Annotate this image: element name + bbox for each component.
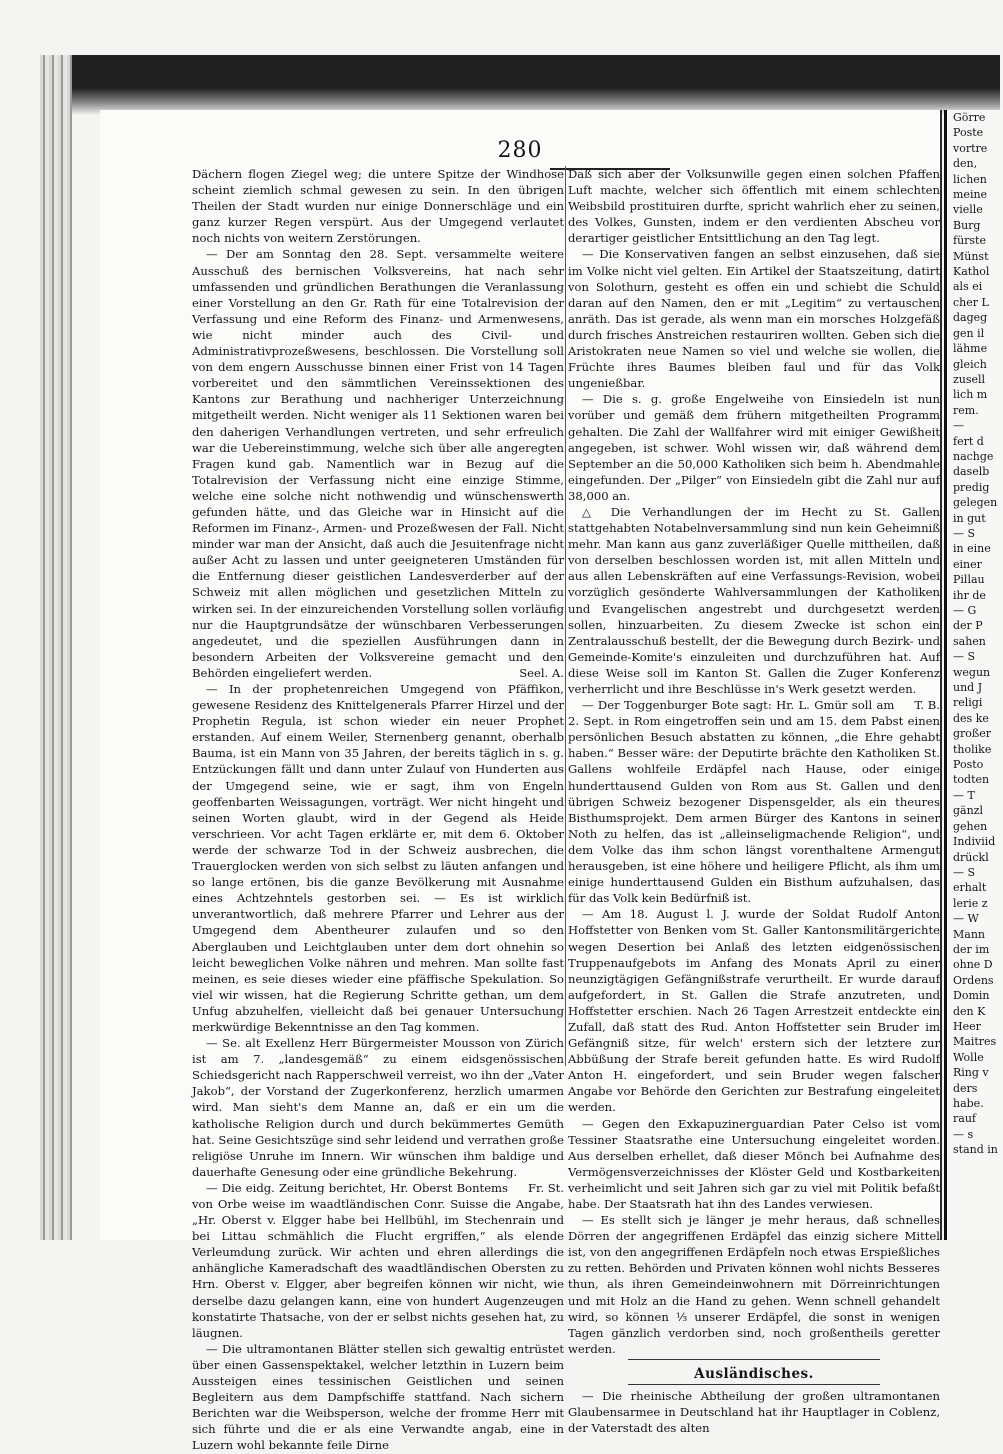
adjacent-page-fragment: — s [953,1127,974,1141]
adjacent-page-fragment: Maitres [953,1035,997,1049]
adjacent-page-fragment: Indiviid [953,835,996,849]
adjacent-page-fragment: den K [953,1004,986,1018]
paragraph-text: — Gegen den Exkapuzinerguardian Pater Celso ist vom Tessiner Staatsrathe eine Untersuchung eingeleitet worden. Aus derselben erhellet, daß dieser Mönch bei Aufnahme des Vermögensverzeichnisses der Klöster Geld und Kostbarkeiten verheimlicht und seit Jahren sich gar zu viel mit Politik befaßt habe. Der Staatsrath hat ihn des Landes verwiesen. [568,1116,940,1211]
adjacent-page-fragment: — G [953,604,977,617]
adjacent-page-fragment: religi [953,696,983,710]
adjacent-page-fragment: sahen [953,634,986,648]
author-signature: Seel. A. [519,665,564,680]
article-paragraph [192,1035,564,1195]
left-column [192,166,564,1453]
page-number: 280 [497,138,543,163]
adjacent-page-fragment: als ei [953,280,983,294]
article-paragraph [568,504,940,713]
paragraph-text: — Der Toggenburger Bote sagt: Hr. L. Gmür soll am 2. Sept. in Rom eingetroffen sein und am 15. dem Pabst einen persönlichen Besuch abstatten zu können, „die Ehre gehabt haben.“ Besser wäre: der Deputirte brächte den Katholiken St. Gallens wohlfeile Erdäpfel nach Hause, oder einige hunderttausend Gulden von Rom aus St. Gallen und den übrigen Schweiz bezogener Dispensgelder, als ein theures Bisthumsprojekt. Dem armen Bürger des Kantons in seiner Noth zu helfen, das ist „alleinseligmachende Religion“, und dem Volke das ihm schon längst vorenthaltene Armengut herausgeben, ist eine höhere und heiligere Pflicht, als ihm um einige hunderttausend Gulden ein Bisthum aufzuhalsen, das für das Volk kein Bedürfniß ist. [568,698,940,906]
paragraph-text: — Die s. g. große Engelweihe von Einsiedeln ist nun vorüber und gemäß dem frühern mitgetheilten Programm gehalten. Die Zahl der Wallfahrer wird mit einiger Gewißheit angegeben, ist schwer. Wohl wissen wir, daß während dem September an die 50,000 Katholiken sich beim h. Abendmahle eingefunden. Der „Pilger“ von Einsiedeln gibt die Zahl nur auf 38,000 an. [568,392,940,503]
adjacent-page-fragment: Ordens [953,973,994,987]
adjacent-page-fragment: tholike [953,742,992,756]
adjacent-page-fragment: dageg [953,311,988,325]
adjacent-page-fragment: fürste [953,234,986,248]
paragraph-text: — Der am Sonntag den 28. Sept. versammelte weitere Ausschuß des bernischen Volksvereins, hat nach sehr umfassenden und gründlichen Berathungen die Veranlassung einer Vorstellung an den Gr. Rath für eine Totalrevision der Verfassung und eine Reform des Finanz- und Armenwesens, wie nicht minder auch des Civil- und Administrativprozeßwesens, beschlossen. Die Vorstellung soll von dem engern Ausschusse binnen einer Frist von 14 Tagen vorbereitet und den sämmtlichen Vereinssektionen des Kantons zur Berathung und nachheriger Unterzeichnung mitgetheilt werden. Nicht weniger als 11 Sektionen waren bei den daherigen Verhandlungen vertreten, und sehr erfreulich war die Uebereinstimmung, welche sich über alle angeregten Fragen kund gab. Namentlich war in Bezug auf die Totalrevision der Verfassung nicht eine einzige Stimme, welche eine solche nicht nothwendig und wünschenswerth gefunden hätte, und das Gleiche war in Hinsicht auf die Reformen im Finanz-, Armen- und Prozeßwesen der Fall. Nicht minder war man der Ansicht, daß auch die Jesuitenfrage nicht außer Acht zu lassen und unter geeigneteren Umständen für die Entfernung dieser geistlichen Landesverderber auf der Schweiz mit allen möglichen und gesetzlichen Mitteln zu wirken sei. In der einzureichenden Vorstellung sollen vorläufig nur die Hauptgrundsätze der wünschbaren Verbesserungen angedeutet, und die speziellen Ausführungen dann in besondern Arbeiten der Volksvereine gemacht und den Behörden eingeliefert werden. [192,247,564,680]
right-column [568,166,940,1436]
paragraph-text: — In der prophetenreichen Umgegend von Pfäffikon, gewesene Residenz des Knittelgenerals Pfarrer Hirzel und der Prophetin Regula, ist schon wieder ein neuer Prophet erstanden. Auf einem Weiler, Sternenberg genannt, oberhalb Bauma, ist ein Mann von 35 Jahren, der bereits täglich in s. g. Entzückungen fällt und dann unter Zulauf von Hunderten aus der Umgegend seine, wie er sagt, ihm von Engeln geoffenbarten Weissagungen, vorträgt. Wer nicht hingeht und seinen Worten glaubt, wird in der Gegend als Heide verschrieen. Vor acht Tagen erklärte er, mit dem 6. Oktober werde der schwarze Tod in der Schweiz ausbrechen, die Trauerglocken werden von sich selbst zu läuten anfangen und so lange ertönen, bis die ganze Bevölkerung mit Ausnahme eines Achtzehntels gestorben sei. — Es ist wirklich unverantwortlich, daß mehrere Pfarrer und Lehrer aus der Umgegend dem Abentheurer zulaufen und so den Aberglauben und Leichtglauben unter dem dort ohnehin so leicht beweglichen Volke nähren und mehren. Man sollte fast meinen, es seie dieses wieder eine pfäffische Spekulation. So viel wir wissen, hat die Regierung Schritte gethan, um dem Unfug abzuhelfen, vielleicht daß bei genauer Untersuchung merkwürdige Bekenntnisse an den Tag kommen. [192,682,564,1034]
scan-shadow-top [40,55,1000,115]
adjacent-page-fragment: einer [953,557,982,571]
adjacent-page-fragment: ihr de [953,588,986,602]
adjacent-page-fragment: todten [953,773,990,787]
article-paragraph [568,1212,940,1357]
paragraph-text: — Die rheinische Abtheilung der großen ultramontanen Glaubensarmee in Deutschland hat ihr Hauptlager in Coblenz, der Vaterstadt des alten [568,1389,940,1436]
adjacent-page-fragment: und J [953,681,983,695]
adjacent-page-fragment: lähme [953,342,988,356]
adjacent-page-fragment: Wolle [953,1050,984,1064]
adjacent-page-fragment: erhalt [953,881,987,895]
adjacent-page-fragment: — S [953,526,976,540]
author-signature: Fr. St. [528,1180,564,1195]
adjacent-page-fragment: habe. [953,1097,984,1110]
adjacent-page-fragment: lichen [953,172,987,186]
adjacent-page-fragment: in eine [953,542,991,556]
foreign-news-articles [568,1388,940,1436]
adjacent-page-fragment: den, [953,157,978,171]
adjacent-page-fragment: Pillau [953,573,985,587]
adjacent-page-fragment: Posto [953,758,984,772]
adjacent-page-fragment: — W [953,912,979,926]
article-paragraph [568,697,940,906]
paragraph-text: — Die eidg. Zeitung berichtet, Hr. Oberst Bontems von Orbe weise im waadtländischen Conr. Suisse die Angabe, „Hr. Oberst v. Elgger habe bei Hellbühl, im Stechenrain und bei Littau schmählich die Flucht ergriffen,“ als elende Verleumdung zurück. Wir achten und ehren allerdings die anhängliche Kameradschaft des waadtländischen Obersten zu Hrn. Oberst v. Elgger, aber begreifen können wir nicht, wie derselbe dazu gelangen kann, eine von hundert Augenzeugen konstatirte Thatsache, von der er selbst nichts gesehen hat, zu läugnen. [192,1180,564,1340]
adjacent-page-fragment: wegun [953,665,991,679]
adjacent-page-fragment: Heer [953,1019,981,1033]
section-heading: Ausländisches. [694,1365,814,1382]
adjacent-page-fragment: daselb [953,465,990,479]
adjacent-page-fragment: lich m [953,388,988,402]
section-rule-top [628,1359,880,1360]
paragraph-text: Daß sich aber der Volksunwille gegen einen solchen Pfaffen Luft machte, welcher sich öffentlich mit einem schlechten Weibsbild prostituiren durfte, spricht wahrlich eher zu seinen, des Volkes, Gunsten, indem er den verdienten Abscheu vor derartiger geistlicher Entsittlichung an den Tag legt. [568,167,940,246]
author-signature: T. B. [914,698,940,713]
adjacent-page-fragment: ohne D [953,958,993,972]
scan-page-stack-edge [40,55,72,1240]
adjacent-page-fragment: in gut [953,511,986,525]
adjacent-page-fragment: zusell [953,372,986,386]
adjacent-page-fragment: lerie z [953,896,988,910]
adjacent-page-fragment: der im [953,942,990,956]
adjacent-page-fragment: nachge [953,449,994,463]
article-paragraph [568,391,940,504]
adjacent-page-fragment: Münst [953,249,989,263]
adjacent-page-fragment: stand in [953,1143,998,1157]
article-paragraph [192,166,564,246]
adjacent-page-fragment: gänzl [953,804,983,818]
article-paragraph [192,1180,564,1341]
adjacent-page-fragment: fert d [953,434,984,448]
adjacent-page-fragment: Domin [953,989,990,1003]
adjacent-page-fragment: Poste [953,126,984,140]
article-paragraph [568,906,940,1115]
adjacent-page-fragment: ders [953,1081,978,1095]
adjacent-page-fragment: des ke [953,711,989,725]
adjacent-page-fragment: meine [953,188,988,202]
adjacent-page-fragment: gleich [953,357,987,371]
section-rule-bottom [628,1384,880,1385]
adjacent-page-fragment: Mann [953,927,985,941]
adjacent-page-edge [944,110,1003,1240]
article-paragraph [192,246,564,681]
adjacent-page-fragment: — S [953,865,976,879]
article-paragraph [568,246,940,391]
paragraph-text: — Am 18. August l. J. wurde der Soldat Rudolf Anton Hoffstetter von Benken vom St. Galler Kantonsmilitärgerichte wegen Desertion bei Anlaß des letzten eidgenössischen Truppenaufgebots im Anfang des Monats April zu einer neunzigtägigen Gefängnißstrafe verurtheilt. Er wurde darauf aufgefordert, in St. Gallen die Strafe anzutreten, und Hoffstetter erschien. Nach 26 Tagen Arrestzeit entdeckte ein Zufall, daß statt des Rud. Anton Hoffstetter sein Bruder im Gefängniß sitze, für welch' erstern sich der letztere zur Abbüßung der Strafe bereit gefunden hatte. Es wird Rudolf Anton H. eingefordert, und sein Bruder wegen falscher Angabe vor Behörde den Gerichten zur Bestrafung eingeleitet werden. [568,907,940,1115]
newspaper-page [100,110,942,1453]
paragraph-text: △ Die Verhandlungen der im Hecht zu St. Gallen stattgehabten Notabelnversammlung sind nun kein Geheimniß mehr. Man kann aus ganz zuverläßiger Quelle mittheilen, daß von derselben beschlossen worden ist, mit allen Mitteln und aus allen Lebenskräften auf eine Verfassungs-Revision, wobei vorzüglich gesönderte Wahlversammlungen der Katholiken und Evangelischen angestrebt und durchgesetzt werden sollen, hinzuarbeiten. Zu diesem Zwecke ist schon ein Zentralausschuß bestellt, der die Bewegung durch Bezirk- und Gemeinde-Komite's einzuleiten und durchzuführen hat. Auf diese Weise soll im Kanton St. Gallen die Zuger Konferenz verherrlicht und ihre Beschlüsse in's Werk gesetzt werden. [568,504,940,696]
adjacent-page-fragment: gelegen [953,496,998,510]
adjacent-page-fragment: großer [953,727,992,741]
adjacent-page-fragment: cher L [953,295,989,309]
article-paragraph [568,166,940,246]
adjacent-page-fragment: Burg [953,218,981,232]
article-paragraph [192,1341,564,1454]
paragraph-text: Dächern flogen Ziegel weg; die untere Spitze der Windhose scheint ziemlich schmal gewesen zu sein. In den übrigen Theilen der Stadt wurden nur einige Donnerschläge und ein ganz kurzer Regen verspürt. Aus der Umgegend verlautet noch nichts von weitern Zerstörungen. [192,167,564,246]
adjacent-page-fragment: der P [953,619,983,633]
paragraph-text: — Die Konservativen fangen an selbst einzusehen, daß sie im Volke nicht viel gelten. Ein Artikel der Staatszeitung, datirt von Solothurn, gesteht es offen ein und schiebt die Schuld daran auf den Namen, den er mit „Legitim“ zu vertauschen anräth. Das ist gerade, als wenn man ein morsches Holzgefäß durch frisches Anstreichen restauriren wollten. Geben sich die Aristokraten neue Namen so viel und welche sie wollen, die Früchte ihres Baumes bleiben faul und für das Volk ungenießbar. [568,247,940,391]
adjacent-page-fragment: — S [953,650,976,664]
adjacent-page-fragment: Ring v [953,1066,989,1080]
paragraph-text: — Die ultramontanen Blätter stellen sich gewaltig entrüstet über einen Gassenspektakel, welcher letzthin in Luzern beim Aussteigen eines tessinischen Geistlichen und seinen Begleitern aus dem Dampfschiffe stattfand. Nach sichern Berichten war die Weibsperson, welche der fromme Herr mit sich führte und die er als eine Verwandte angab, eine in Luzern wohl bekannte feile Dirne [192,1341,564,1453]
article-paragraph [192,681,564,1035]
adjacent-page-fragment: vortre [953,141,988,155]
adjacent-page-fragment: gehen [953,819,988,833]
right-column-articles [568,166,940,1357]
adjacent-page-fragment: drückl [953,850,989,864]
paragraph-text: — Se. alt Exellenz Herr Bürgermeister Mousson von Zürich ist am 7. „landesgemäß“ zu einem eidsgenössischen Schiedsgericht nach Rapperschweil verreist, wo ihn der „Vater Jakob“, der Vorstand der Zugerkonferenz, herzlich umarmen wird. Man sieht's dem Manne an, daß er ein um die katholische Religion durch und durch bekümmertes Gemüth hat. Seine Gesichtszüge sind sehr leidend und verrathen große religiöse Unruhe im Innern. Wir wünschen ihm baldige und dauerhafte Genesung oder eine gründliche Bekehrung. [192,1036,564,1179]
adjacent-page-fragment: — T [953,788,975,802]
article-paragraph [568,1388,940,1436]
article-paragraph [568,1116,940,1213]
adjacent-page-fragment: rauf [953,1112,976,1126]
adjacent-page-fragment: Görre [953,111,986,124]
adjacent-page-fragment: predig [953,480,990,494]
paragraph-text: — Es stellt sich je länger je mehr heraus, daß schnelles Dörren der angegriffenen Erdäpfel das einzig sichere Mittel ist, von den angegriffenen Erdäpfeln noch etwas Erspießliches zu retten. Behörden und Privaten können wohl nichts Besseres thun, als ihren Gemeindeinwohnern mit Dörreinrichtungen und mit Holz an die Hand zu gehen. Wenn schnell gehandelt wird, so können ⅓ unserer Erdäpfel, die sonst in wenigen Tagen gänzlich verdorben sind, noch großentheils geretter werden. [568,1213,940,1356]
adjacent-page-fragment: vielle [953,203,983,217]
adjacent-page-fragment: Kathol [953,265,990,279]
adjacent-page-fragment: gen il [953,326,985,340]
adjacent-page-fragment: — [953,419,964,433]
column-divider [565,166,566,1066]
adjacent-page-fragment: rem. [953,403,979,417]
